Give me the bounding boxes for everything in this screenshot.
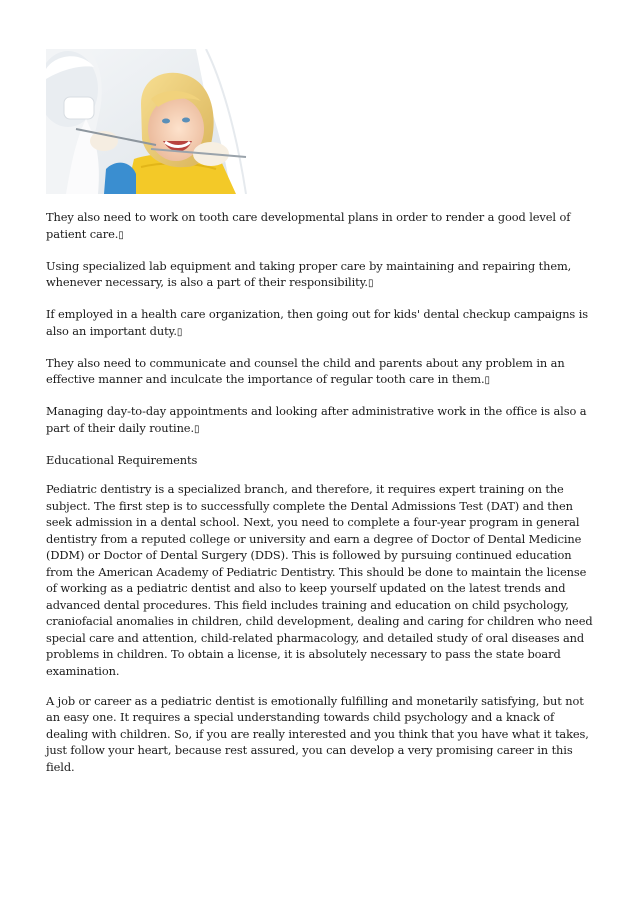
section-heading: Educational Requirements	[46, 452, 198, 467]
paragraph-text: Managing day-to-day appointments and looking after administrative work in the office is also a part of their daily routine.	[46, 404, 587, 435]
paragraph-text: They also need to communicate and counsel the child and parents about any problem in an effective manner and inculcate the importance of regular tooth care in them.	[46, 355, 565, 386]
paragraph-text: If employed in a health care organization, then going out for kids' dental checkup campaigns is also an important duty.	[46, 307, 588, 338]
education-paragraph: Pediatric dentistry is a specialized branch, and therefore, it requires expert training on the subject. The first step is to successfully complete the Dental Admissions Test (DAT) and then seek admission in a dental school. Next, you need to complete a four-year program in general dentistry from a reputed college or university and earn a degree of Doctor of Dental Medicine (DDM) or Doctor of Dental Surgery (DDS). This is followed by pursuing continued education from the American Academy of Pediatric Dentistry. This should be done to maintain the license of working as a pediatric dentist and also to keep yourself updated on the latest trends and advanced dental procedures. This field includes training and education on child psychology, craniofacial anomalies in children, child development, dealing and caring for children who need special care and attention, child-related pharmacology, and detailed study of oral diseases and problems in children. To obtain a license, it is absolutely necessary to pass the state board examination.	[46, 482, 593, 678]
responsibility-paragraph-5	[46, 403, 596, 438]
responsibility-paragraph-3	[46, 306, 596, 341]
paragraph-end-glyph: ▯	[118, 229, 124, 241]
dentist-child-photo	[46, 49, 264, 194]
paragraph-text: Using specialized lab equipment and taking proper care by maintaining and repairing them, whenever necessary, is also a part of their responsibility.	[46, 258, 572, 289]
paragraph-end-glyph: ▯	[176, 326, 183, 338]
responsibility-paragraph-4	[46, 355, 596, 390]
conclusion-paragraph: A job or career as a pediatric dentist is emotionally fulfilling and monetarily satisfying, but not an easy one. It requires a special understanding towards child psychology and a knack of dealing with children. So, if you are really interested and you think that you have what it takes, just follow your heart, because rest assured, you can develop a very promising career in this field.	[46, 693, 589, 774]
paragraph-end-glyph: ▯	[193, 423, 200, 435]
paragraph-end-glyph: ▯	[367, 278, 374, 289]
paragraph-text: They also need to work on tooth care developmental plans in order to render a good level of patient care.	[46, 210, 571, 241]
article-body	[46, 209, 596, 789]
responsibility-paragraph-1	[46, 209, 596, 244]
paragraph-end-glyph: ▯	[484, 375, 490, 386]
responsibility-paragraph-2	[46, 258, 596, 293]
